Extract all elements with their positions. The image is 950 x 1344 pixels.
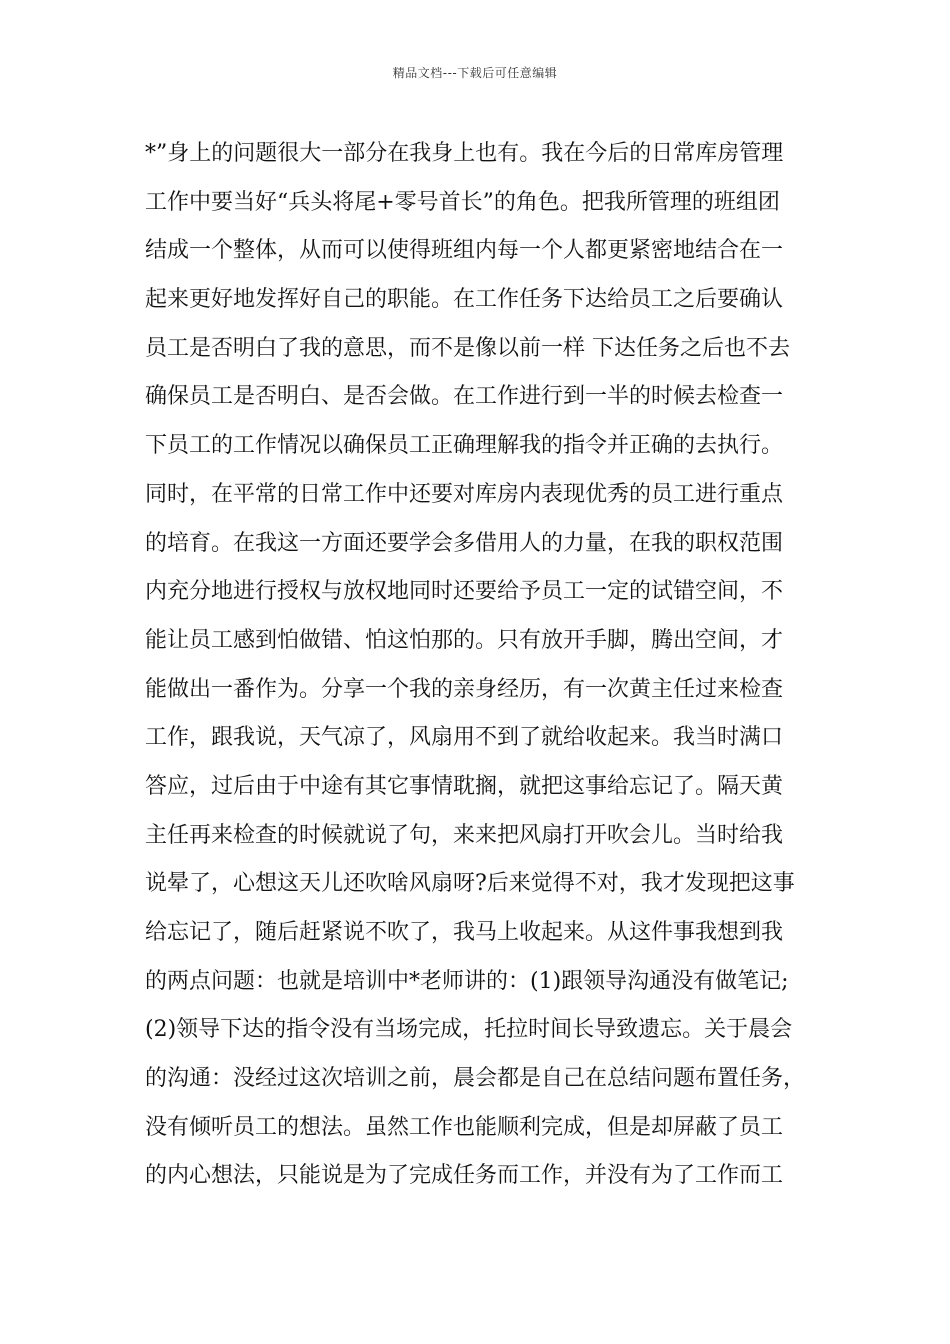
body-line: 内充分地进行授权与放权地同时还要给予员工一定的试错空间，不 [145,579,784,605]
body-line: 同时，在平常的日常工作中还要对库房内表现优秀的员工进行重点 [145,481,784,507]
body-line: 说晕了，心想这天儿还吹啥风扇呀?后来觉得不对，我才发现把这事 [145,871,795,897]
body-line: 结成一个整体，从而可以使得班组内每一个人都更紧密地结合在一 [145,238,784,264]
body-line: 员工是否明白了我的意思，而不是像以前一样 下达任务之后也不去 [145,335,790,361]
body-line: 答应，过后由于中途有其它事情耽搁，就把这事给忘记了。隔天黄 [145,773,784,799]
body-line: 给忘记了，随后赶紧说不吹了，我马上收起来。从这件事我想到我 [145,920,784,945]
body-line: 确保员工是否明白、是否会做。在工作进行到一半的时候去检查一 [145,384,784,410]
body-line: 工作中要当好“兵头将尾+零号首长”的角色。把我所管理的班组团 [145,189,780,215]
document-body [145,130,815,1201]
body-line: 的两点问题：也就是培训中*老师讲的：(1)跟领导沟通没有做笔记; [145,968,789,994]
body-line: 工作，跟我说，天气凉了，风扇用不到了就给收起来。我当时满口 [145,725,784,751]
body-line: 起来更好地发挥好自己的职能。在工作任务下达给员工之后要确认 [145,287,784,313]
body-line: 的培育。在我这一方面还要学会多借用人的力量，在我的职权范围 [145,530,784,556]
body-line: 没有倾听员工的想法。虽然工作也能顺利完成，但是却屏蔽了员工 [145,1114,784,1140]
body-line: 的内心想法，只能说是为了完成任务而工作，并没有为了工作而工 [145,1163,784,1189]
body-line: (2)领导下达的指令没有当场完成，托拉时间长导致遗忘。关于晨会 [145,1017,793,1043]
body-line: 能让员工感到怕做错、怕这怕那的。只有放开手脚，腾出空间，才 [145,627,784,653]
body-line: 主任再来检查的时候就说了句，来来把风扇打开吹会儿。当时给我 [145,822,784,848]
page-header: 精品文档---下载后可任意编辑 [392,66,558,80]
body-line: 下员工的工作情况以确保员工正确理解我的指令并正确的去执行。 [145,433,784,459]
body-line: 能做出一番作为。分享一个我的亲身经历，有一次黄主任过来检查 [145,676,784,702]
body-line: *”身上的问题很大一部分在我身上也有。我在今后的日常库房管理 [145,141,784,166]
body-line: 的沟通：没经过这次培训之前，晨会都是自己在总结问题布置任务， [145,1066,806,1092]
